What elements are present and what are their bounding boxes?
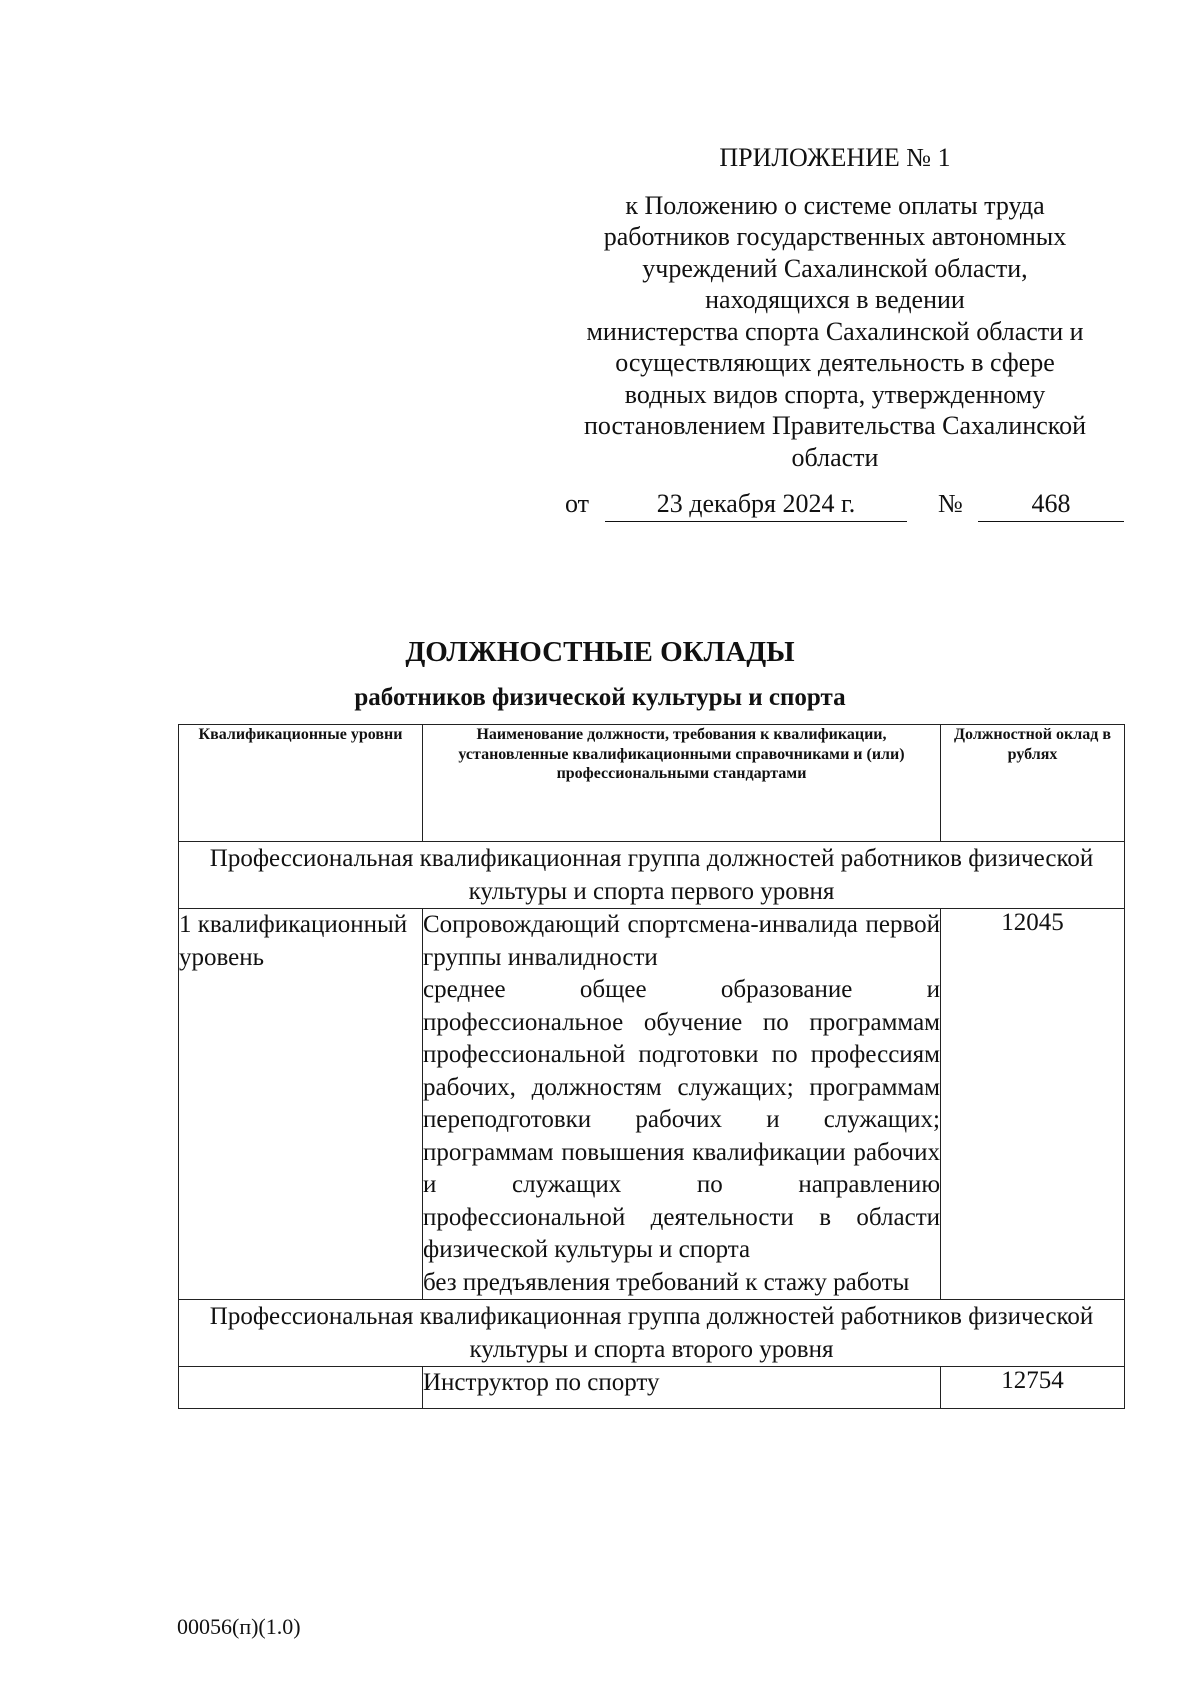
salary-value: 12754 [941, 1367, 1125, 1409]
document-subtitle: работников физической культуры и спорта [354, 684, 846, 711]
header-levels: Квалификационные уровни [179, 725, 423, 842]
appendix-line: постановлением Правительства Сахалинской [584, 411, 1086, 440]
appendix-line: к Положению о системе оплаты труда [625, 190, 1045, 220]
appendix-line: работников государственных автономных [603, 222, 1067, 251]
approval-number: 468 [978, 489, 1124, 522]
qualification-level [179, 1367, 423, 1409]
group-title: Профессиональная квалификационная группа должностей работников физической культуры и спорта второго уровня [179, 1300, 1125, 1367]
document-code: 00056(п)(1.0) [177, 1614, 301, 1639]
position-requirements: среднее общее образование и профессиональное обучение по программам профессиональной подготовки по профессиям рабочих, должностям служащих; программам переподготовки рабочих и служащих; программам повышения квалификации рабочих и служащих по направлению профессиональной деятельности в области физической культуры и спорта [423, 976, 940, 1263]
salary-value: 12045 [941, 909, 1125, 1300]
approval-date: 23 декабря 2024 г. [605, 489, 907, 522]
salary-table [178, 724, 1125, 1409]
appendix-line: министерства спорта Сахалинской области и [586, 316, 1084, 346]
appendix-line: водных видов спорта, утвержденному [624, 379, 1046, 409]
from-label: от [565, 489, 590, 518]
appendix-block [550, 142, 1120, 473]
position-name: Инструктор по спорту [423, 1367, 941, 1409]
table-row [179, 1300, 1125, 1367]
header-salary: Должностной оклад в рублях [941, 725, 1125, 842]
table-row [179, 909, 1125, 1300]
group-title: Профессиональная квалификационная группа должностей работников физической культуры и спорта первого уровня [179, 842, 1125, 909]
position-experience: без предъявления требований к стажу работы [423, 1268, 910, 1296]
appendix-line: находящихся в ведении [705, 285, 965, 314]
appendix-line: области [791, 442, 879, 472]
qualification-level: 1 квалификационный уровень [179, 909, 423, 1300]
appendix-line: учреждений Сахалинской области, [642, 253, 1028, 283]
appendix-line: осуществляющих деятельность в сфере [615, 348, 1055, 377]
position-name: Сопровождающий спортсмена-инвалида первой группы инвалидности [423, 911, 940, 971]
position-description [423, 909, 941, 1300]
header-position: Наименование должности, требования к квалификации, установленные квалификационными справочниками и (или) профессиональными стандартами [423, 725, 941, 842]
document-title: ДОЛЖНОСТНЫЕ ОКЛАДЫ [405, 636, 795, 668]
number-label: № [938, 489, 963, 518]
appendix-title: ПРИЛОЖЕНИЕ № 1 [719, 143, 951, 172]
approval-date-row [565, 489, 1125, 525]
table-header-row [179, 725, 1125, 842]
table-row [179, 1367, 1125, 1409]
table-row [179, 842, 1125, 909]
